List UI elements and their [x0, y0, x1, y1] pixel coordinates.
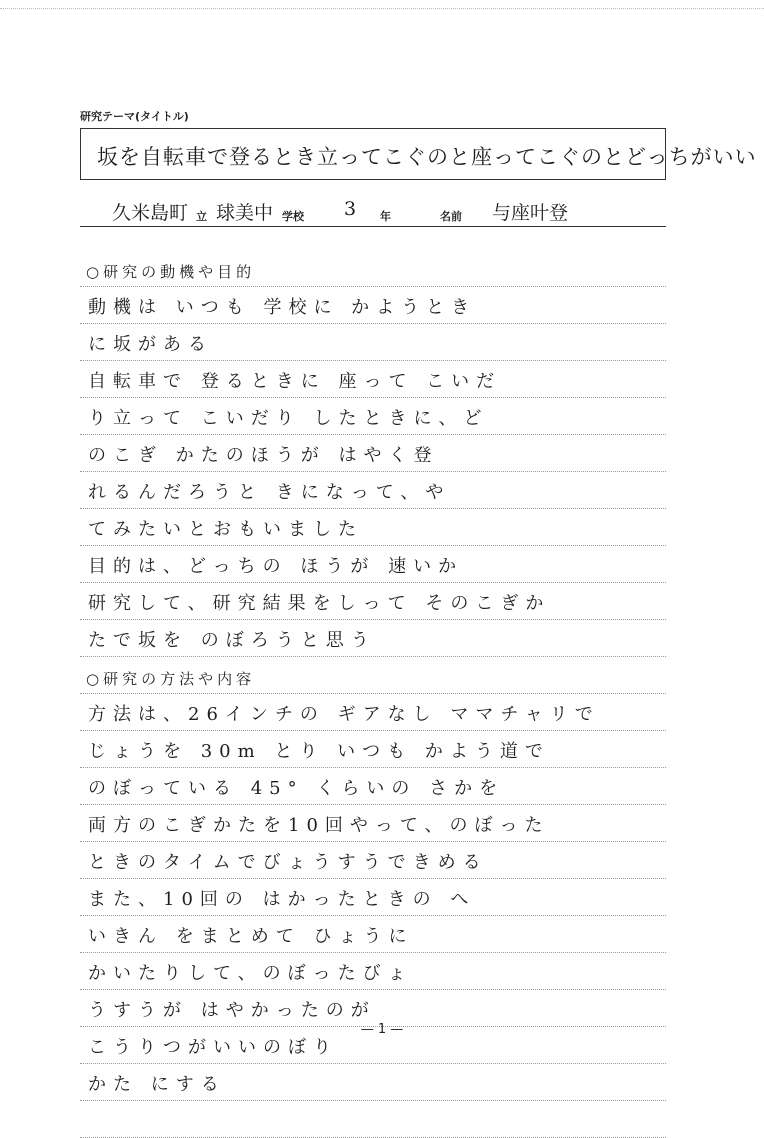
line-text: 両方のこぎかたを10回やって、のぼった: [88, 815, 550, 836]
line-text: 自転車で 登るときに 座って こいだ: [88, 371, 502, 392]
grade-value: 3: [344, 198, 357, 220]
title-box: [80, 128, 757, 180]
ruled-line: [80, 1101, 666, 1138]
ruled-line: [80, 287, 666, 324]
ruled-line: [80, 805, 666, 842]
ruled-line: [80, 398, 666, 435]
line-text: また、10回の はかったときの へ: [88, 889, 476, 910]
line-text: かた にする: [88, 1074, 226, 1095]
line-text: ○研究の動機や目的: [86, 263, 256, 281]
ruled-line: [80, 546, 666, 583]
line-text: いきん をまとめて ひょうに: [88, 926, 414, 947]
ruled-line: [80, 435, 666, 472]
theme-label: 研究テーマ(タイトル): [80, 110, 189, 123]
ruled-line: [80, 250, 666, 287]
label-namae: 名前: [440, 210, 462, 223]
school-name-row: [80, 196, 666, 227]
ruled-line: [80, 953, 666, 990]
line-text: かいたりして、のぼったびょ: [88, 963, 413, 984]
ruled-line: [80, 583, 666, 620]
ruled-line: [80, 694, 666, 731]
ruled-line: [80, 768, 666, 805]
ruled-line: [80, 472, 666, 509]
label-ritsu: 立: [196, 210, 207, 223]
ruled-line: [80, 916, 666, 953]
town-name: 久米島町: [112, 202, 189, 224]
line-text: じょうを 30m とり いつも かよう道で: [88, 741, 550, 762]
line-text: れるんだろうと きになって、や: [88, 482, 451, 503]
line-text: こうりつがいいのぼり: [88, 1037, 338, 1058]
handwritten-lines: [80, 250, 666, 1138]
ruled-line: [80, 657, 666, 694]
line-text: に坂がある: [88, 334, 213, 355]
ruled-line: [80, 324, 666, 361]
school-name: 球美中: [216, 202, 274, 224]
line-text: ○研究の方法や内容: [86, 670, 256, 688]
top-dotted-rule: [0, 8, 764, 9]
line-text: 動機は いつも 学校に かようとき: [88, 297, 477, 318]
label-gakko: 学校: [282, 210, 304, 223]
label-nen: 年: [380, 210, 391, 223]
line-text: り立って こいだり したときに、ど: [88, 408, 489, 429]
line-text: 方法は、26インチの ギアなし ママチャリで: [88, 704, 600, 725]
student-name: 与座叶登: [492, 202, 569, 224]
line-text: たで坂を のぼろうと思う: [88, 630, 376, 651]
ruled-line: [80, 361, 666, 398]
line-text: 目的は、どっちの ほうが 速いか: [88, 556, 464, 577]
ruled-line: [80, 842, 666, 879]
line-text: 研究して、研究結果をしって そのこぎか: [88, 593, 551, 614]
research-title: 坂を自転車で登るとき立ってこぐのと座ってこぐのとどっちがいい: [97, 145, 757, 169]
ruled-line: [80, 1064, 666, 1101]
ruled-line: [80, 509, 666, 546]
line-text: うすうが はやかったのが: [88, 1000, 376, 1021]
ruled-line: [80, 620, 666, 657]
page-number: — 1 —: [360, 1022, 404, 1037]
ruled-line: [80, 731, 666, 768]
line-text: ときのタイムでびょうすうできめる: [88, 852, 488, 873]
line-text: てみたいとおもいました: [88, 519, 363, 540]
line-text: のこぎ かたのほうが はやく登: [88, 445, 439, 466]
ruled-line: [80, 879, 666, 916]
line-text: のぼっている 45° くらいの さかを: [88, 778, 505, 799]
